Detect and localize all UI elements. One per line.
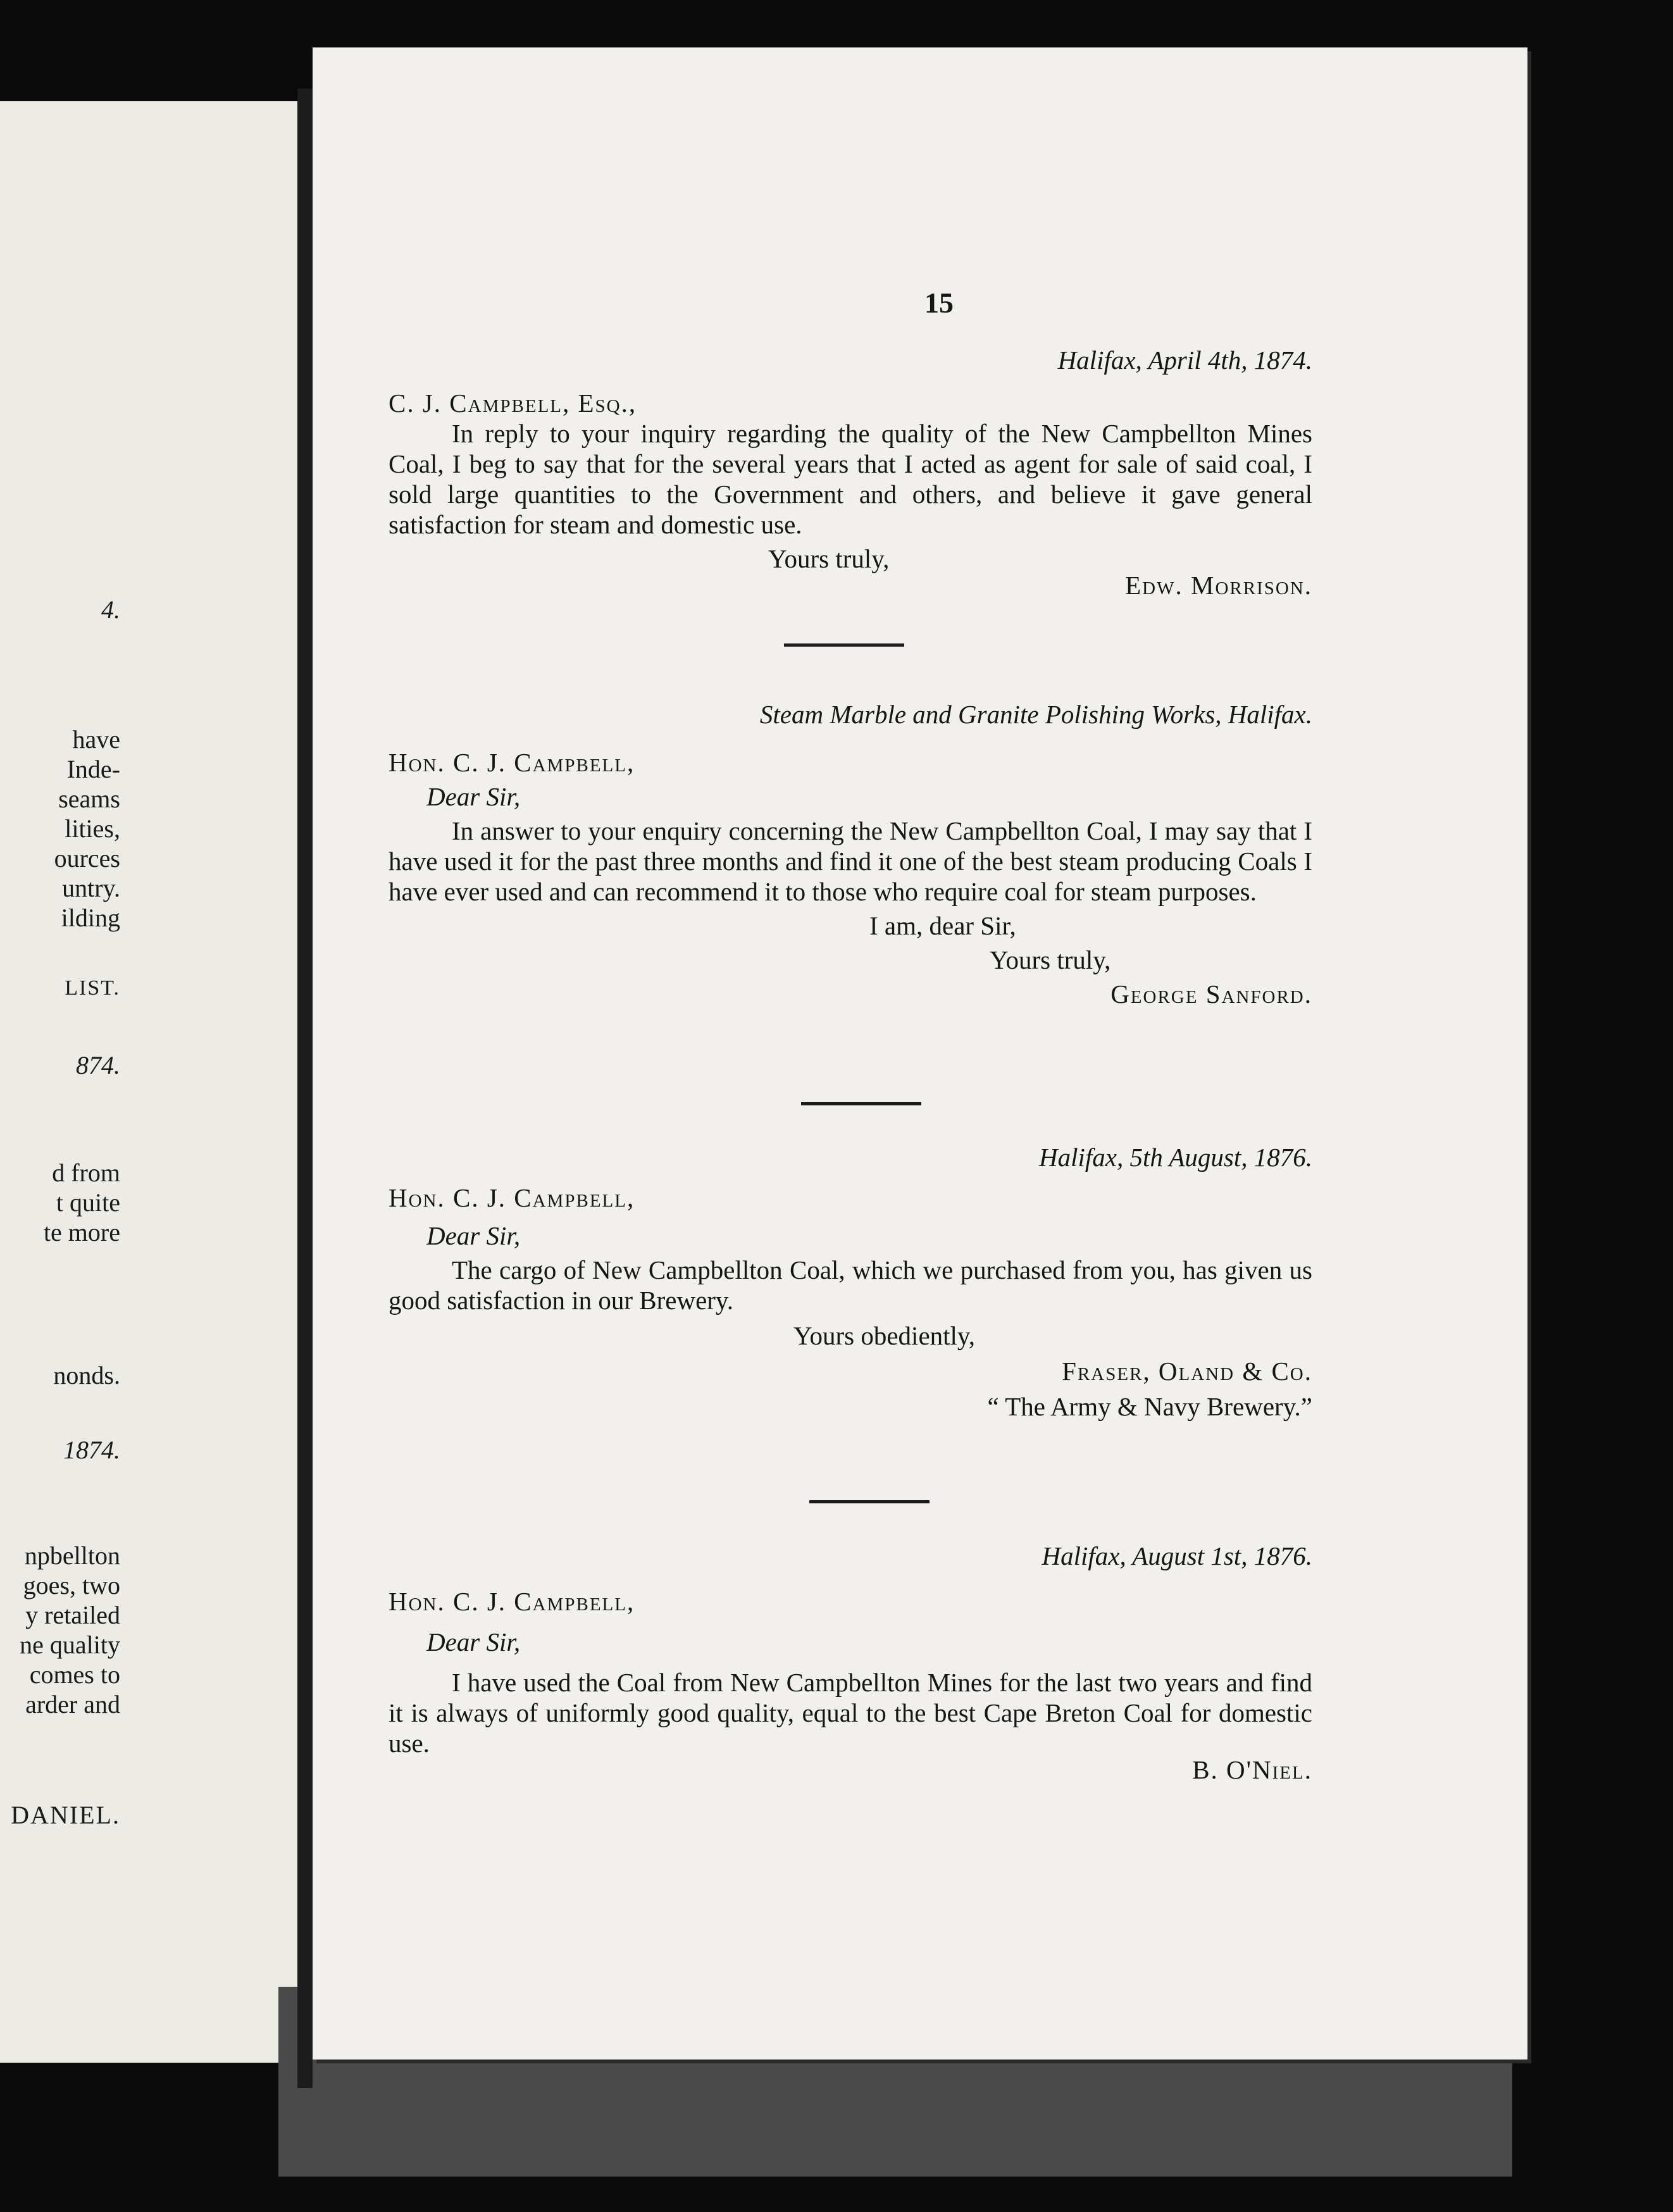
letter-signature: George Sanford.: [1110, 979, 1312, 1009]
letter-closing: Yours obediently,: [793, 1321, 976, 1350]
letter-signature: Edw. Morrison.: [1125, 571, 1312, 600]
letter-signature-org: “ The Army & Navy Brewery.”: [987, 1392, 1312, 1421]
letter-dateline: Steam Marble and Granite Polishing Works, Halifax.: [759, 700, 1312, 729]
letter-salutation: Hon. C. J. Campbell,: [389, 1183, 635, 1212]
left-fragment: Inde-: [66, 755, 120, 783]
left-fragment: goes, two: [23, 1571, 120, 1600]
left-fragment: nonds.: [53, 1361, 120, 1389]
letter-salutation: Hon. C. J. Campbell,: [389, 748, 635, 777]
left-fragment: y retailed: [25, 1601, 120, 1629]
left-fragment: lities,: [65, 814, 120, 843]
left-fragment: have: [72, 725, 120, 754]
left-fragment: ilding: [61, 904, 120, 932]
letter-greeting: Dear Sir,: [426, 1627, 521, 1656]
letter-dateline: Halifax, 5th August, 1876.: [1038, 1143, 1312, 1172]
letter-body: In answer to your enquiry concerning the New Campbellton Coal, I may say that I have used it for the past three months and find it one of the best steam producing Coals I have ever used and can recommend it to those who require coal for steam purposes.: [389, 816, 1312, 906]
left-fragment: seams: [58, 785, 120, 813]
page-number: 15: [924, 287, 954, 319]
section-divider: [801, 1102, 921, 1105]
left-fragment: arder and: [25, 1690, 120, 1718]
letter-dateline: Halifax, August 1st, 1876.: [1042, 1541, 1312, 1570]
letter-dateline: Halifax, April 4th, 1874.: [1057, 345, 1312, 375]
book-gutter: [297, 89, 313, 2088]
letter-greeting: Dear Sir,: [426, 782, 521, 811]
left-fragment: 1874.: [63, 1436, 120, 1464]
left-fragment: ources: [54, 844, 120, 873]
letter-signature: B. O'Niel.: [1192, 1755, 1312, 1784]
letter-body: The cargo of New Campbellton Coal, which we purchased from you, has given us good satisfaction in our Brewery.: [389, 1255, 1312, 1315]
letter-body: I have used the Coal from New Campbellton Mines for the last two years and find it is always of uniformly good quality, equal to the best Cape Breton Coal for domestic use.: [389, 1668, 1312, 1758]
left-fragment: comes to: [29, 1660, 120, 1689]
letter-closing: I am, dear Sir,: [869, 911, 1016, 940]
left-fragment: DANIEL.: [11, 1801, 120, 1829]
section-divider: [809, 1500, 930, 1503]
letter-closing: Yours truly,: [768, 544, 890, 573]
letter-salutation: Hon. C. J. Campbell,: [389, 1587, 635, 1616]
letter-closing: Yours truly,: [990, 945, 1111, 974]
left-fragment: npbellton: [24, 1541, 120, 1570]
right-page: [313, 47, 1527, 2060]
letter-body: In reply to your inquiry regarding the quality of the New Campbellton Mines Coal, I beg to say that for the several years that I acted as agent for sale of said coal, I sold large quantities to the Government and others, and believe it gave general satisfaction for steam and domestic use.: [389, 419, 1312, 539]
left-page: [0, 101, 297, 2063]
left-fragment: untry.: [62, 874, 120, 902]
letter-4: [389, 1541, 1312, 1785]
letter-signature: Fraser, Oland & Co.: [1062, 1357, 1312, 1386]
letter-greeting: Dear Sir,: [426, 1221, 521, 1250]
left-fragment: d from: [52, 1159, 120, 1187]
left-fragment: 874.: [76, 1051, 120, 1079]
left-fragment: t quite: [56, 1188, 120, 1217]
letter-salutation: C. J. Campbell, Esq.,: [389, 388, 637, 418]
left-fragment: 4.: [101, 595, 120, 624]
letter-2: [389, 699, 1312, 1009]
letter-1: [389, 345, 1312, 600]
left-fragment: LIST.: [65, 976, 120, 1000]
left-fragment: ne quality: [20, 1631, 120, 1659]
section-divider: [784, 643, 904, 647]
letter-3: [389, 1142, 1312, 1422]
left-fragment: te more: [43, 1218, 120, 1246]
